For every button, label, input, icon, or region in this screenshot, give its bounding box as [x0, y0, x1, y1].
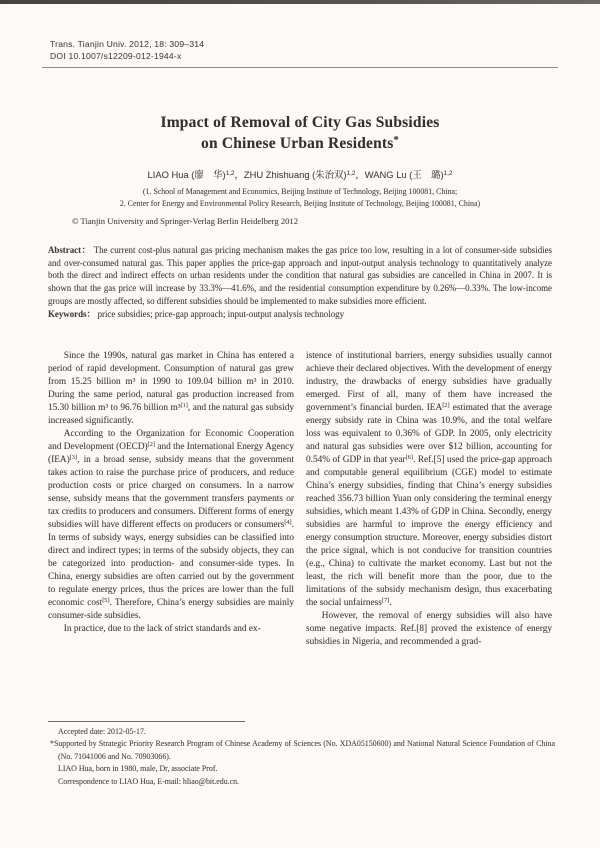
abstract-paragraph: Abstract： The current cost-plus natural gas pricing mechanism makes the gas price too low, resulting in a lot of consumer-side subsidies and over-consumed natural gas. This paper applies the price-gap approach and input-output analysis technology to quantitatively analyze both the direct and indirect effects on urban residents under the condition that natural gas subsidies are cancelled in China in 2007. It is shown that the gas price will increase by 33.3%—41.6%, and the residential consumption expenditure by 0.26%—0.33%. The low-income groups are mostly affected, so different subsidies should be implemented to make subsidies more efficient.: [48, 245, 552, 306]
scan-top-edge: [0, 0, 600, 4]
body-paragraph: Since the 1990s, natural gas market in China has entered a period of rapid development. Consumption of natural gas grew from 15.25 billion m³ in 1990 to 109.04 billion m³ in 2010. During the same period, natural gas production increased from 15.30 billion m³ to 96.76 billion m³[1], and the natural gas subsidy increased significantly.: [48, 351, 295, 426]
body-left-column: [48, 350, 294, 649]
paper-title-line1: Impact of Removal of City Gas Subsidies: [160, 114, 440, 131]
body-paragraph: istence of institutional barriers, energy subsidies usually cannot achieve their declared objectives. With the development of energy industry, the drawbacks of energy subsidies have gradually emerged. First of all, many of them have increased the government’s financial burden. IEA[2] estimated that the average energy subsidy rate in China was 10.9%, and the total welfare loss was equivalent to 0.36% of GDP. In 2005, only electricity and natural gas subsidies were over $12 billion, accounting for 0.54% of GDP in that year[6]. Ref.[5] used the price-gap approach and computable general equilibrium (CGE) model to estimate China’s energy subsidies, finding that China’s energy subsidies reached 356.73 billion Yuan only considering the terminal energy subsidies, which meant 1.43% of GDP in China. Secondly, energy subsidies are harmful to improve the energy efficiency and energy consumption structure. Moreover, energy subsidies distort the price signal, which is not conducive for transition countries (e.g., China) to cultivate the market economy. Last but not the least, the rich will benefit more than the poor, due to the limitations of the subsidy mechanism design, thus exacerbating the social unfairness[7].: [306, 351, 552, 608]
paper-title: [0, 112, 600, 154]
body-paragraph: However, the removal of energy subsidies will also have some negative impacts. Ref.[8] proved the existence of energy subsidies in Nigeria, and recommended a grad-: [306, 611, 552, 647]
footnote-funding: *Supported by Strategic Priority Research Program of Chinese Academy of Sciences (No. XDA05150600) and National Natural Science Foundation of China (No. 71041006 and No. 70903066).: [50, 739, 555, 761]
footnote-divider: [48, 721, 245, 722]
affiliation-1: (1. School of Management and Economics, Beijing Institute of Technology, Beijing 100081, China;: [142, 187, 458, 196]
copyright-line: © Tianjin University and Springer-Verlag Berlin Heidelberg 2012: [72, 216, 299, 226]
journal-doi: DOI 10.1007/s12209-012-1944-x: [50, 51, 182, 61]
footnote-author-bio: LIAO Hua, born in 1980, male, Dr, associate Prof.: [58, 764, 218, 774]
body-paragraph: According to the Organization for Economic Cooperation and Development (OECD)[2] and the International Energy Agency (IEA)[3], in a broad sense, subsidy means that the government takes action to raise the purchase price of producers, and reduce production costs or price charged on consumers. In a narrow sense, subsidy means that the government transfers payments or tax credits to producers and consumers. Different forms of energy subsidies will have different effects on producers or consumers[4]. In terms of subsidy ways, energy subsidies can be classified into direct and indirect types; in terms of the subsidy objects, they can be categorized into production- and consumer-side types. In China, energy subsidies are often carried out by the government to regulate energy prices, thus the prices are lower than the full economic cost[5]. Therefore, China’s energy subsidies are mainly consumer-side subsidies.: [48, 429, 295, 621]
paper-title-line2: on Chinese Urban Residents*: [201, 135, 399, 152]
header-rule: [42, 67, 558, 68]
authors-line: LIAO Hua (廖 华)$^{1,2}$，ZHU Zhishuang (朱治双)$^{1,2}$，WANG Lu (王 璐)$^{1,2}$: [147, 169, 453, 180]
affiliation-2: 2. Center for Energy and Environmental Policy Research, Beijing Institute of Technology, Beijing 100081, China): [119, 198, 481, 208]
journal-header: [50, 38, 204, 62]
footnotes-section: [48, 726, 555, 788]
body-columns: [48, 350, 552, 649]
affiliations: [0, 186, 600, 209]
footnote-accepted-date: Accepted date: 2012-05-17.: [58, 727, 146, 736]
footnote-correspondence: Correspondence to LIAO Hua, E-mail: hliao@bit.edu.cn.: [58, 776, 240, 786]
journal-citation: Trans. Tianjin Univ. 2012, 18: 309–314: [50, 39, 205, 49]
body-paragraph: In practice, due to the lack of strict standards and ex-: [63, 624, 261, 634]
abstract-section: [48, 244, 552, 320]
keywords-line: Keywords： price subsidies; price-gap approach; input-output analysis technology: [48, 308, 345, 319]
body-right-column: [306, 350, 552, 649]
